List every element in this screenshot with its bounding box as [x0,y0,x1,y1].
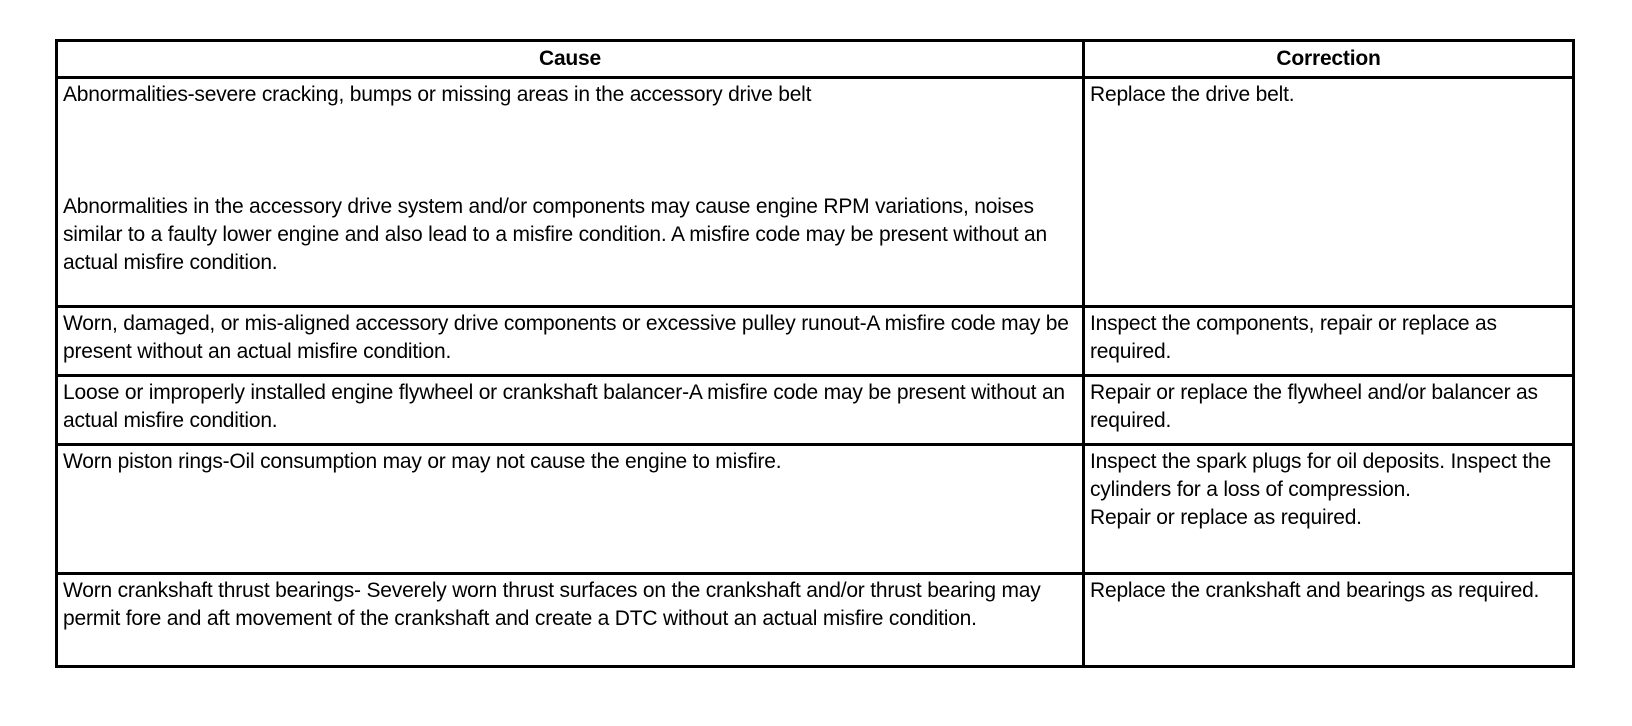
cause-cell [57,376,1084,445]
cause-cell [57,78,1084,307]
table-row [57,376,1574,445]
table-header-row [57,41,1574,78]
correction-text: Inspect the spark plugs for oil deposits. Inspect the cylinders for a loss of compression. [1090,450,1551,501]
diagnostic-table [55,39,1575,668]
table-row [57,307,1574,376]
correction-cell [1084,307,1574,376]
cause-note-text: Abnormalities in the accessory drive system and/or components may cause engine RPM variations, noises similar to a faulty lower engine and also lead to a misfire condition. A misfire code may be present without an actual misfire condition. [63,195,1047,274]
table-row [57,574,1574,667]
cause-text: Worn crankshaft thrust bearings- Severely worn thrust surfaces on the crankshaft and/or thrust bearing may permit fore and aft movement of the crankshaft and create a DTC without an actual misfire condition. [63,579,1041,630]
correction-text: Replace the crankshaft and bearings as required. [1090,579,1540,602]
cause-text: Loose or improperly installed engine flywheel or crankshaft balancer-A misfire code may be present without an actual misfire condition. [63,381,1065,432]
correction-cell [1084,574,1574,667]
correction-text: Repair or replace the flywheel and/or balancer as required. [1090,381,1538,432]
header-cause: Cause [57,41,1084,78]
correction-cell [1084,376,1574,445]
cause-text: Abnormalities-severe cracking, bumps or missing areas in the accessory drive belt [63,83,812,106]
cause-cell [57,574,1084,667]
correction-text: Replace the drive belt. [1090,83,1295,106]
cause-cell [57,445,1084,574]
cause-text: Worn, damaged, or mis-aligned accessory drive components or excessive pulley runout-A misfire code may be present without an actual misfire condition. [63,312,1069,363]
cause-cell [57,307,1084,376]
correction-cell [1084,78,1574,307]
correction-cell [1084,445,1574,574]
cause-text: Worn piston rings-Oil consumption may or may not cause the engine to misfire. [63,450,782,473]
header-correction: Correction [1084,41,1574,78]
correction-text: Inspect the components, repair or replace as required. [1090,312,1497,363]
correction-text-2: Repair or replace as required. [1090,506,1362,529]
table-row [57,78,1574,307]
table-row [57,445,1574,574]
